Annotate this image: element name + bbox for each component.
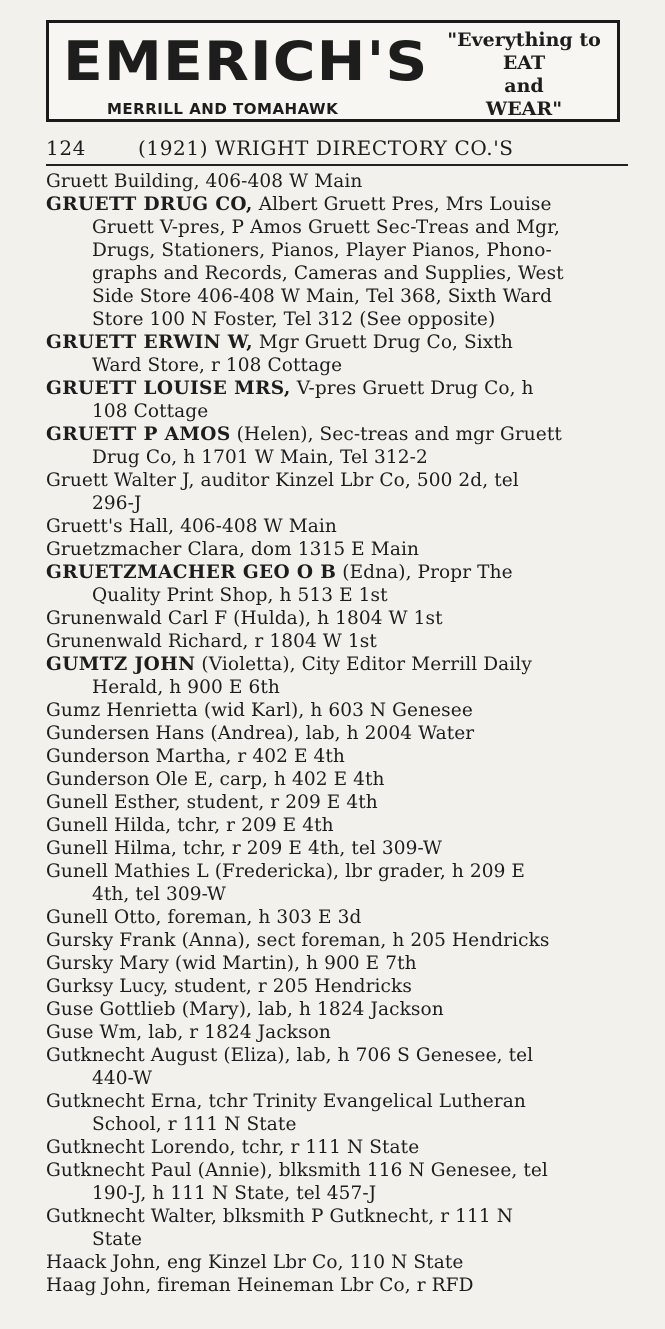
ad-slogan-line: EAT [502,52,546,74]
directory-listing [46,170,636,1297]
entry-text: Herald, h 900 E 6th [92,677,280,698]
entry-text: 4th, tel 309-W [92,884,227,905]
entry-first-line [46,906,636,929]
directory-entry [46,193,636,331]
entry-text: Gurksy Lucy, student, r 205 Hendricks [46,976,412,997]
entry-first-line [46,791,636,814]
entry-bold-name: GRUETT ERWIN W, [46,332,253,353]
running-head [46,134,628,166]
entry-text: Gunderson Ole E, carp, h 402 E 4th [46,769,385,790]
entry-text: Drug Co, h 1701 W Main, Tel 312-2 [92,447,428,468]
entry-continuation-line [46,1182,636,1205]
entry-text: Gumz Henrietta (wid Karl), h 603 N Genesee [46,700,473,721]
entry-text: Guse Gottlieb (Mary), lab, h 1824 Jackson [46,999,444,1020]
entry-text: School, r 111 N State [92,1114,297,1135]
entry-continuation-line [46,262,636,285]
entry-continuation-line [46,1228,636,1251]
entry-first-line [46,745,636,768]
entry-first-line [46,1274,636,1297]
entry-first-line [46,331,636,354]
entry-text: Gutknecht Lorendo, tchr, r 111 N State [46,1137,420,1158]
entry-text: Gruett's Hall, 406-408 W Main [46,516,337,537]
directory-entry [46,1021,636,1044]
entry-text: Gunell Hilma, tchr, r 209 E 4th, tel 309-W [46,838,442,859]
directory-entry [46,952,636,975]
entry-first-line [46,699,636,722]
entry-first-line [46,170,636,193]
ad-store-towns: MERRILL AND TOMAHAWK [107,100,339,118]
directory-entry [46,1274,636,1297]
entry-text: 190-J, h 111 N State, tel 457-J [92,1183,377,1204]
entry-text: (Violetta), City Editor Merrill Daily [195,654,532,675]
entry-text: Store 100 N Foster, Tel 312 (See opposite) [92,309,496,330]
directory-entry [46,998,636,1021]
entry-first-line [46,538,636,561]
page-number: 124 [46,136,86,160]
directory-entry [46,630,636,653]
directory-entry [46,423,636,469]
entry-first-line [46,1159,636,1182]
entry-text: Gunell Esther, student, r 209 E 4th [46,792,378,813]
entry-bold-name: GRUETT P AMOS [46,424,231,445]
entry-continuation-line [46,239,636,262]
entry-continuation-line [46,446,636,469]
entry-text: Haag John, fireman Heineman Lbr Co, r RFD [46,1275,474,1296]
ad-store-name: EMERICH'S [63,30,429,93]
entry-text: Gunell Otto, foreman, h 303 E 3d [46,907,362,928]
entry-text: 440-W [92,1068,153,1089]
entry-first-line [46,515,636,538]
ad-slogan-line: WEAR" [485,98,563,120]
directory-entry [46,1136,636,1159]
entry-first-line [46,423,636,446]
entry-first-line [46,860,636,883]
directory-entry [46,1159,636,1205]
directory-entry [46,607,636,630]
entry-text: (Helen), Sec-treas and mgr Gruett [230,424,562,445]
entry-first-line [46,814,636,837]
directory-entry [46,929,636,952]
page-title: (1921) WRIGHT DIRECTORY CO.'S [138,136,514,160]
entry-bold-name: GRUETT LOUISE MRS, [46,378,291,399]
entry-first-line [46,377,636,400]
entry-continuation-line [46,1113,636,1136]
ad-slogan-line: and [504,75,544,97]
entry-first-line [46,929,636,952]
entry-text: Gutknecht Paul (Annie), blksmith 116 N Genesee, tel [46,1160,548,1181]
entry-first-line [46,1136,636,1159]
entry-continuation-line [46,883,636,906]
entry-text: 296-J [92,493,142,514]
entry-text: graphs and Records, Cameras and Supplies, West [92,263,564,284]
entry-first-line [46,837,636,860]
entry-first-line [46,998,636,1021]
entry-continuation-line [46,354,636,377]
directory-entry [46,1205,636,1251]
entry-continuation-line [46,216,636,239]
directory-entry [46,768,636,791]
entry-text: Gutknecht Walter, blksmith P Gutknecht, r 111 N [46,1206,514,1227]
entry-continuation-line [46,1067,636,1090]
entry-continuation-line [46,584,636,607]
entry-first-line [46,653,636,676]
entry-text: Gundersen Hans (Andrea), lab, h 2004 Water [46,723,475,744]
entry-text: Gutknecht August (Eliza), lab, h 706 S Genesee, tel [46,1045,534,1066]
directory-entry [46,975,636,998]
entry-continuation-line [46,308,636,331]
entry-first-line [46,952,636,975]
directory-entry [46,170,636,193]
entry-text: Side Store 406-408 W Main, Tel 368, Sixth Ward [92,286,553,307]
entry-continuation-line [46,492,636,515]
entry-first-line [46,975,636,998]
entry-first-line [46,607,636,630]
entry-text: Gunell Mathies L (Fredericka), lbr grader, h 209 E [46,861,526,882]
entry-text: Albert Gruett Pres, Mrs Louise [252,194,552,215]
directory-entry [46,653,636,699]
entry-first-line [46,561,636,584]
directory-entry [46,377,636,423]
entry-text: Drugs, Stationers, Pianos, Player Pianos, Phono- [92,240,552,261]
entry-text: Gunell Hilda, tchr, r 209 E 4th [46,815,334,836]
entry-text: Gursky Mary (wid Martin), h 900 E 7th [46,953,417,974]
directory-entry [46,561,636,607]
entry-text: (Edna), Propr The [336,562,513,583]
entry-text: Gruetzmacher Clara, dom 1315 E Main [46,539,419,560]
ad-slogan [439,29,609,121]
entry-first-line [46,193,636,216]
entry-text: Gursky Frank (Anna), sect foreman, h 205 Hendricks [46,930,550,951]
directory-entry [46,331,636,377]
entry-text: Gunderson Martha, r 402 E 4th [46,746,345,767]
entry-text: Grunenwald Carl F (Hulda), h 1804 W 1st [46,608,443,629]
directory-entry [46,837,636,860]
entry-first-line [46,630,636,653]
entry-bold-name: GRUETZMACHER GEO O B [46,562,337,583]
entry-text: Ward Store, r 108 Cottage [92,355,343,376]
entry-text: Haack John, eng Kinzel Lbr Co, 110 N State [46,1252,464,1273]
directory-entry [46,1251,636,1274]
entry-text: Gruett Building, 406-408 W Main [46,171,363,192]
directory-entry [46,722,636,745]
entry-text: Gutknecht Erna, tchr Trinity Evangelical Lutheran [46,1091,526,1112]
entry-first-line [46,469,636,492]
directory-entry [46,538,636,561]
entry-text: Mgr Gruett Drug Co, Sixth [252,332,513,353]
directory-entry [46,1044,636,1090]
entry-first-line [46,1021,636,1044]
entry-bold-name: GUMTZ JOHN [46,654,196,675]
ad-slogan-line: "Everything to [447,29,601,51]
directory-entry [46,791,636,814]
entry-continuation-line [46,400,636,423]
entry-first-line [46,1044,636,1067]
entry-first-line [46,1090,636,1113]
entry-text: Grunenwald Richard, r 1804 W 1st [46,631,377,652]
directory-entry [46,906,636,929]
directory-entry [46,860,636,906]
entry-first-line [46,768,636,791]
entry-bold-name: GRUETT DRUG CO, [46,194,253,215]
directory-entry [46,1090,636,1136]
entry-first-line [46,1205,636,1228]
entry-text: State [92,1229,143,1250]
entry-text: Gruett Walter J, auditor Kinzel Lbr Co, 500 2d, tel [46,470,519,491]
entry-text: 108 Cottage [92,401,209,422]
entry-text: Gruett V-pres, P Amos Gruett Sec-Treas and Mgr, [92,217,560,238]
entry-text: Guse Wm, lab, r 1824 Jackson [46,1022,331,1043]
directory-entry [46,745,636,768]
directory-entry [46,469,636,515]
entry-continuation-line [46,285,636,308]
directory-entry [46,814,636,837]
directory-entry [46,699,636,722]
entry-first-line [46,722,636,745]
entry-text: Quality Print Shop, h 513 E 1st [92,585,388,606]
emerichs-advertisement [46,20,620,122]
entry-first-line [46,1251,636,1274]
entry-continuation-line [46,676,636,699]
directory-entry [46,515,636,538]
entry-text: V-pres Gruett Drug Co, h [290,378,534,399]
